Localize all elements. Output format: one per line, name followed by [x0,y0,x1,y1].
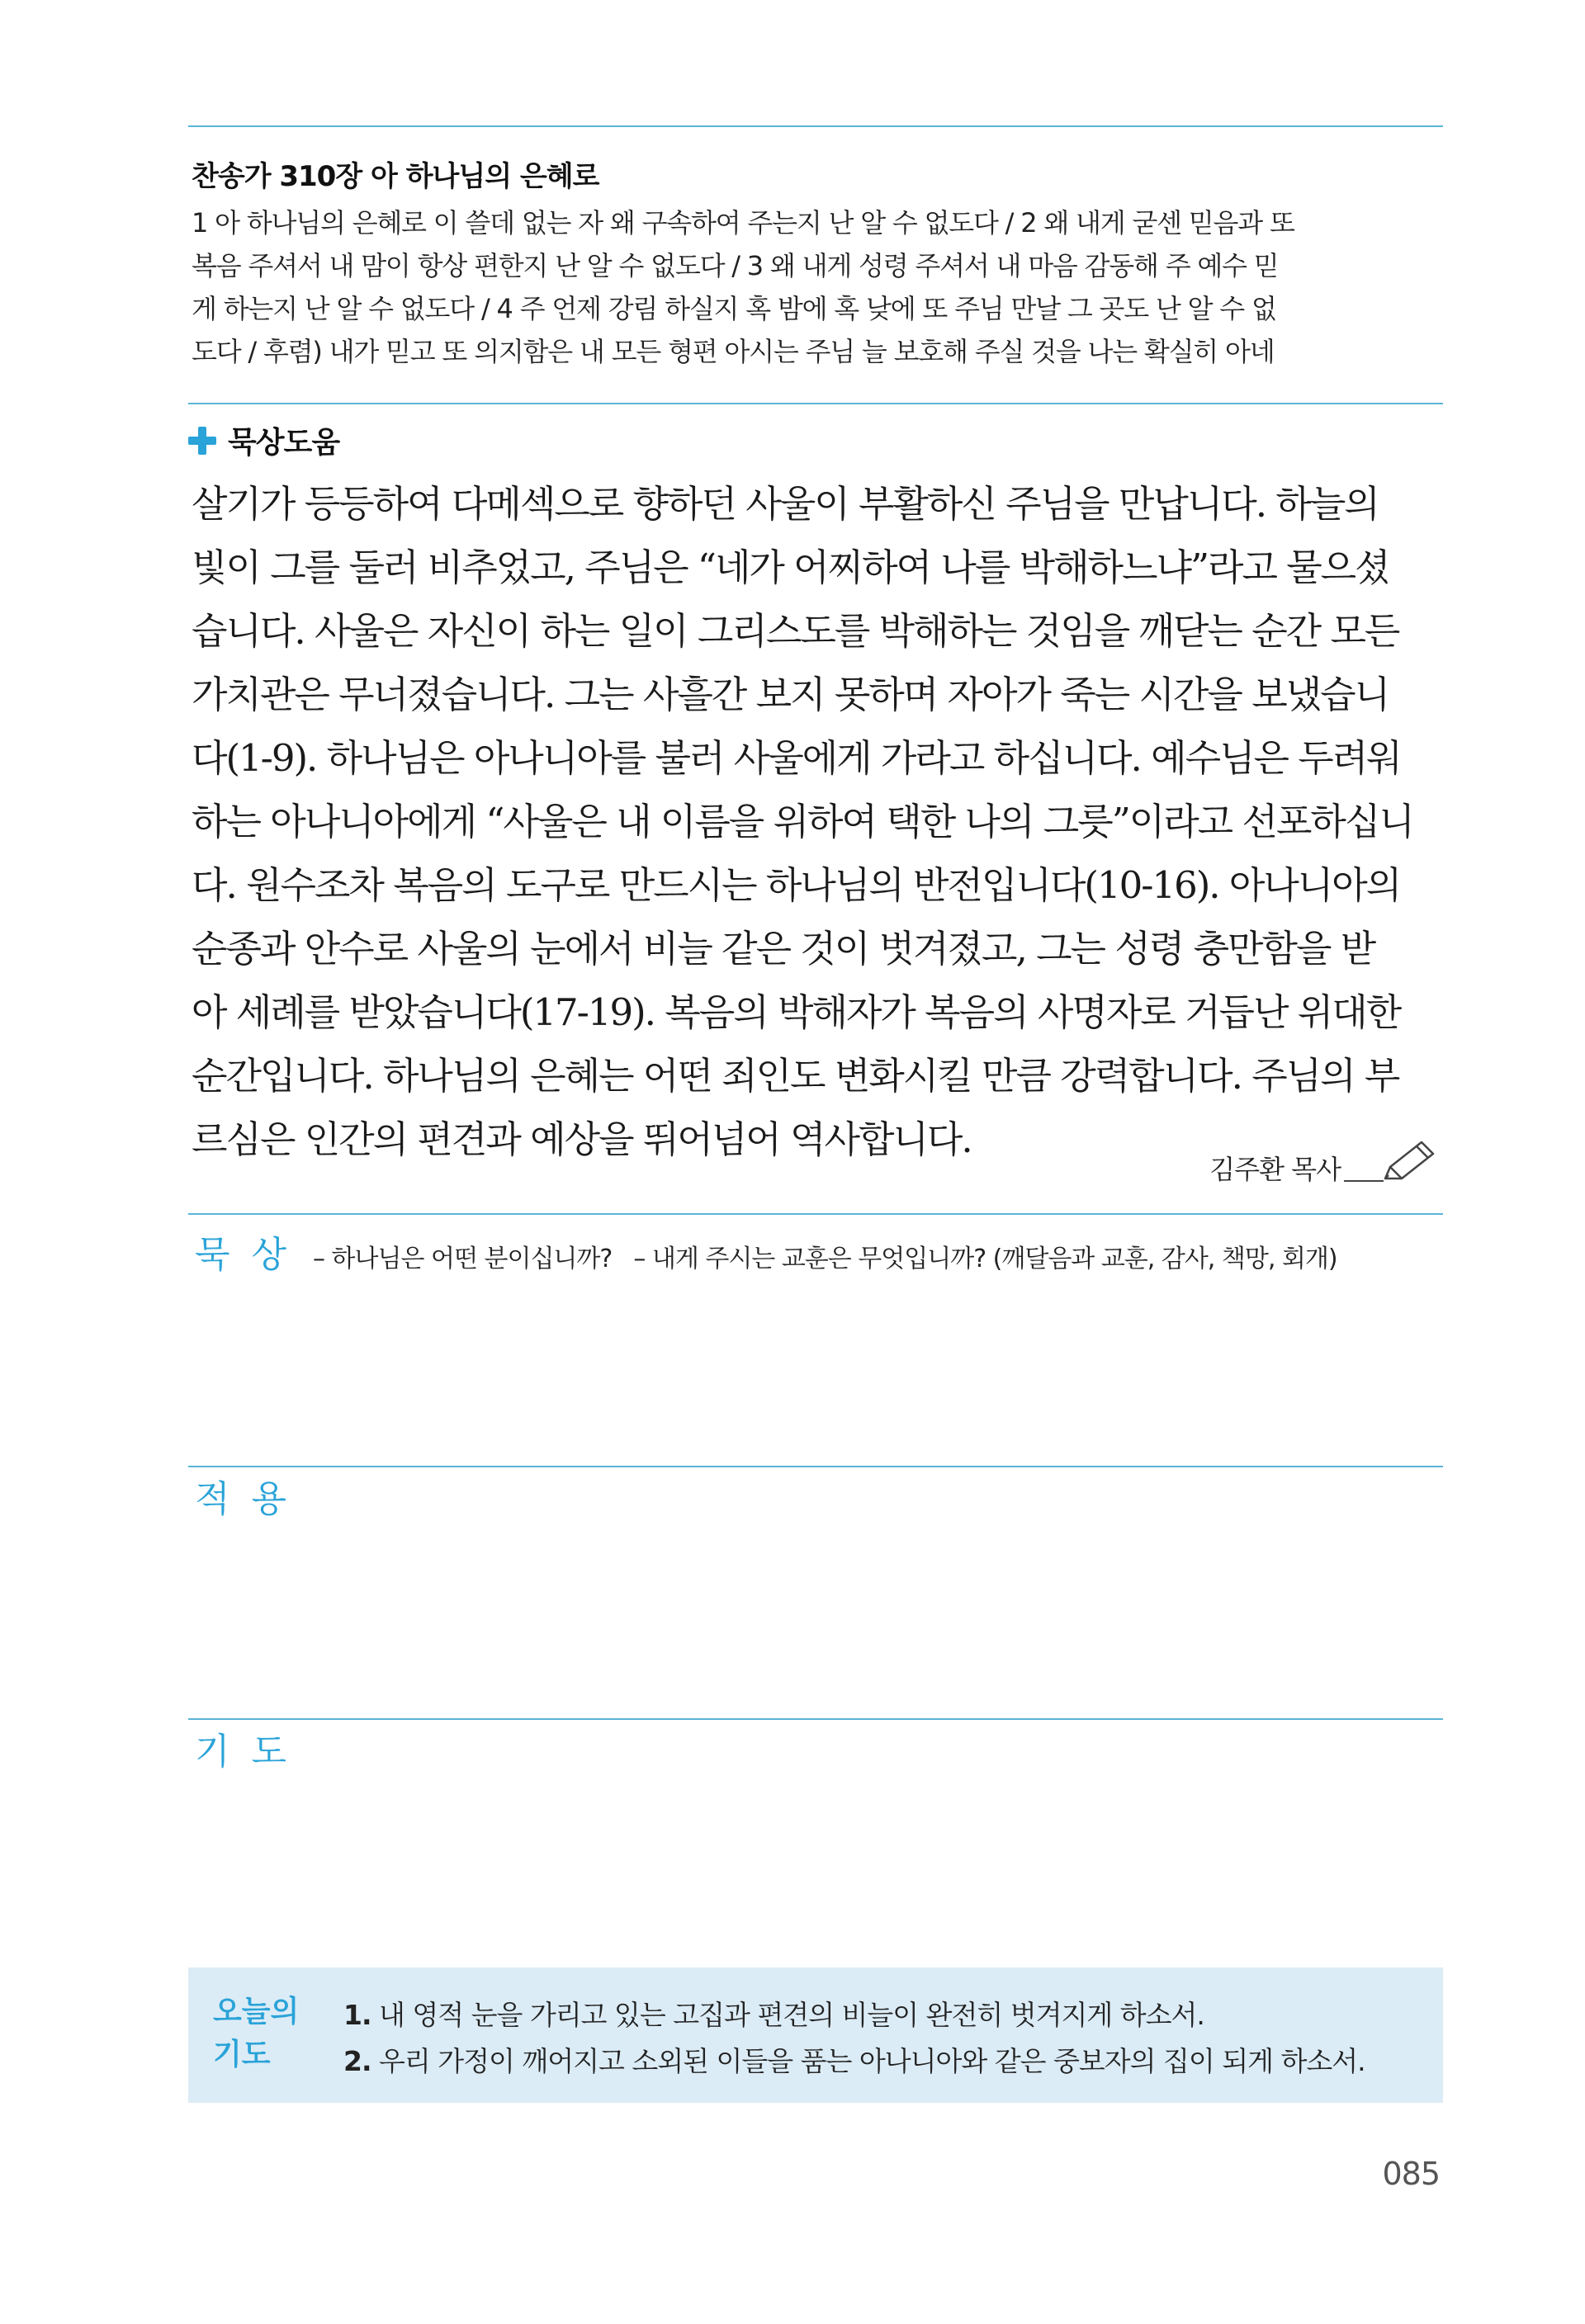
devotion-line: 가치관은 무너졌습니다. 그는 사흘간 보지 못하며 자아가 죽는 시간을 보냈습니 [192,673,1389,716]
devotion-body [192,472,1446,1171]
hymn-line: 복음 주셔서 내 맘이 항상 편한지 난 알 수 없도다 / 3 왜 내게 성령 주셔서 내 마음 감동해 주 예수 믿 [192,250,1279,281]
author-signature [1209,1137,1438,1187]
devotion-line: 빛이 그를 둘러 비추었고, 주님은 “네가 어찌하여 나를 박해하느냐”라고 물으셨 [192,546,1389,589]
plus-icon [188,427,216,455]
hymn-lyrics [192,201,1446,373]
devotion-heading [188,419,339,461]
item-number: 2. [343,2045,371,2077]
hymn-line: 게 하는지 난 알 수 없도다 / 4 주 언제 강림 하실지 혹 밤에 혹 낮에 또 주님 만날 그 곳도 난 알 수 없 [192,293,1276,324]
signature-line [1344,1180,1384,1182]
hymn-line: 도다 / 후렴) 내가 믿고 또 의지함은 내 모든 형편 아시는 주님 늘 보호해 주실 것을 나는 확실히 아네 [192,336,1275,367]
devotion-line: 살기가 등등하여 다메섹으로 향하던 사울이 부활하신 주님을 만납니다. 하늘의 [192,482,1379,526]
page-number: 085 [1382,2156,1440,2192]
meditation-label: 묵 상 [195,1234,291,1276]
devotion-heading-label: 묵상도움 [228,426,340,460]
hymn-divider [188,403,1443,404]
author-name: 김주환 목사 [1209,1154,1341,1185]
application-divider [188,1466,1443,1467]
pencil-icon [1379,1137,1438,1187]
devotion-line: 다. 원수조차 복음의 도구로 만드시는 하나님의 반전입니다(10-16). 아나니아의 [192,863,1401,907]
prayer-label: 기 도 [195,1731,291,1773]
list-item [343,2038,1365,2085]
top-rule [188,125,1443,127]
meditation-row [195,1225,1337,1278]
application-label: 적 용 [195,1478,291,1520]
item-text: 우리 가정이 깨어지고 소외된 이들을 품는 아나니아와 같은 중보자의 집이 되게 하소서. [371,2045,1365,2077]
meditation-question-1: – 하나님은 어떤 분이십니까? [313,1245,613,1273]
list-item [343,1992,1365,2038]
today-prayer-label-line: 기도 [213,2038,271,2071]
prayer-divider [188,1718,1443,1720]
devotion-line: 아 세례를 받았습니다(17-19). 복음의 박해자가 복음의 사명자로 거듭난 위대한 [192,990,1401,1034]
item-text: 내 영적 눈을 가리고 있는 고집과 편견의 비늘이 완전히 벗겨지게 하소서. [371,1999,1204,2031]
item-number: 1. [343,1999,371,2031]
devotion-line: 르심은 인간의 편견과 예상을 뛰어넘어 역사합니다. [192,1117,972,1161]
hymn-title: 찬송가 310장 아 하나님의 은혜로 [192,160,599,193]
meditation-question-2: – 내게 주시는 교훈은 무엇입니까? (깨달음과 교훈, 감사, 책망, 회개) [633,1245,1337,1273]
today-prayer-label-line: 오늘의 [213,1995,300,2029]
today-prayer-label [213,1991,299,2076]
hymn-line: 1 아 하나님의 은혜로 이 쓸데 없는 자 왜 구속하여 주는지 난 알 수 없도다 / 2 왜 내게 굳센 믿음과 또 [192,207,1294,239]
devotion-line: 습니다. 사울은 자신이 하는 일이 그리스도를 박해하는 것임을 깨닫는 순간 모든 [192,609,1399,653]
devotion-line: 다(1-9). 하나님은 아나니아를 불러 사울에게 가라고 하십니다. 예수님은 두려워 [192,736,1401,780]
devotion-line: 순간입니다. 하나님의 은혜는 어떤 죄인도 변화시킬 만큼 강력합니다. 주님의 부 [192,1054,1399,1098]
today-prayer-list [343,1992,1365,2085]
devotion-line: 하는 아나니아에게 “사울은 내 이름을 위하여 택한 나의 그릇”이라고 선포하십니 [192,800,1413,843]
meditation-divider [188,1213,1443,1215]
devotion-line: 순종과 안수로 사울의 눈에서 비늘 같은 것이 벗겨졌고, 그는 성령 충만함을 받 [192,927,1375,971]
